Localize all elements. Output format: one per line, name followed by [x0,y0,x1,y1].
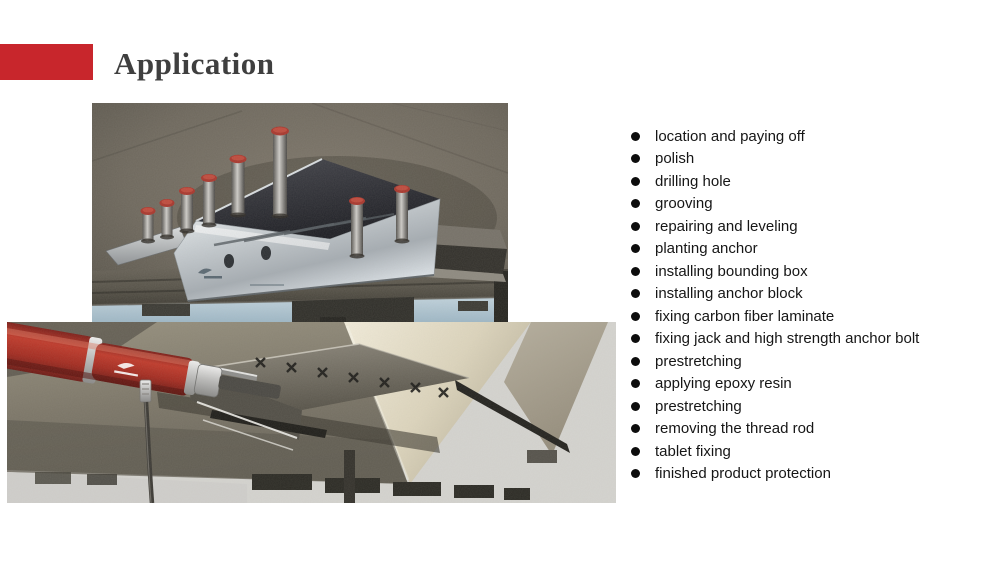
prestressing-jack-render-image [7,322,616,503]
list-item [631,373,919,396]
bullet-icon [631,402,640,411]
bullet-icon [631,289,640,298]
bullet-icon [631,357,640,366]
bullet-icon [631,334,640,343]
bullet-icon [631,177,640,186]
list-item [631,328,919,351]
page-title: Application [114,46,275,81]
bullet-icon [631,312,640,321]
grain-overlay [7,322,616,503]
application-steps-list [631,125,919,485]
accent-bar [0,44,93,80]
grain-overlay [92,103,508,323]
list-item [631,283,919,306]
bullet-icon [631,424,640,433]
list-item [631,125,919,148]
step-label: prestretching [655,352,742,370]
step-label: polish [655,150,695,168]
list-item [631,305,919,328]
bullet-icon [631,154,640,163]
list-item [631,260,919,283]
list-item [631,215,919,238]
step-label: installing bounding box [655,262,808,280]
step-label: location and paying off [655,127,805,145]
list-item [631,350,919,373]
anchor-block-render-image [92,103,508,323]
bullet-icon [631,267,640,276]
step-label: planting anchor [655,240,758,258]
list-item [631,395,919,418]
step-label: drilling hole [655,172,731,190]
step-label: grooving [655,195,713,213]
list-item [631,148,919,171]
bullet-icon [631,132,640,141]
step-label: applying epoxy resin [655,375,792,393]
bullet-icon [631,199,640,208]
bullet-icon [631,447,640,456]
list-item [631,440,919,463]
step-label: prestretching [655,397,742,415]
bullet-icon [631,379,640,388]
step-label: installing anchor block [655,285,803,303]
bullet-icon [631,244,640,253]
step-label: tablet fixing [655,442,731,460]
step-label: fixing jack and high strength anchor bolt [655,330,920,348]
step-label: removing the thread rod [655,420,815,438]
list-item [631,238,919,261]
list-item [631,170,919,193]
bullet-icon [631,222,640,231]
list-item [631,193,919,216]
bullet-icon [631,469,640,478]
list-item [631,418,919,441]
list-item [631,463,919,486]
step-label: repairing and leveling [655,217,798,235]
step-label: finished product protection [655,465,831,483]
step-label: fixing carbon fiber laminate [655,307,835,325]
